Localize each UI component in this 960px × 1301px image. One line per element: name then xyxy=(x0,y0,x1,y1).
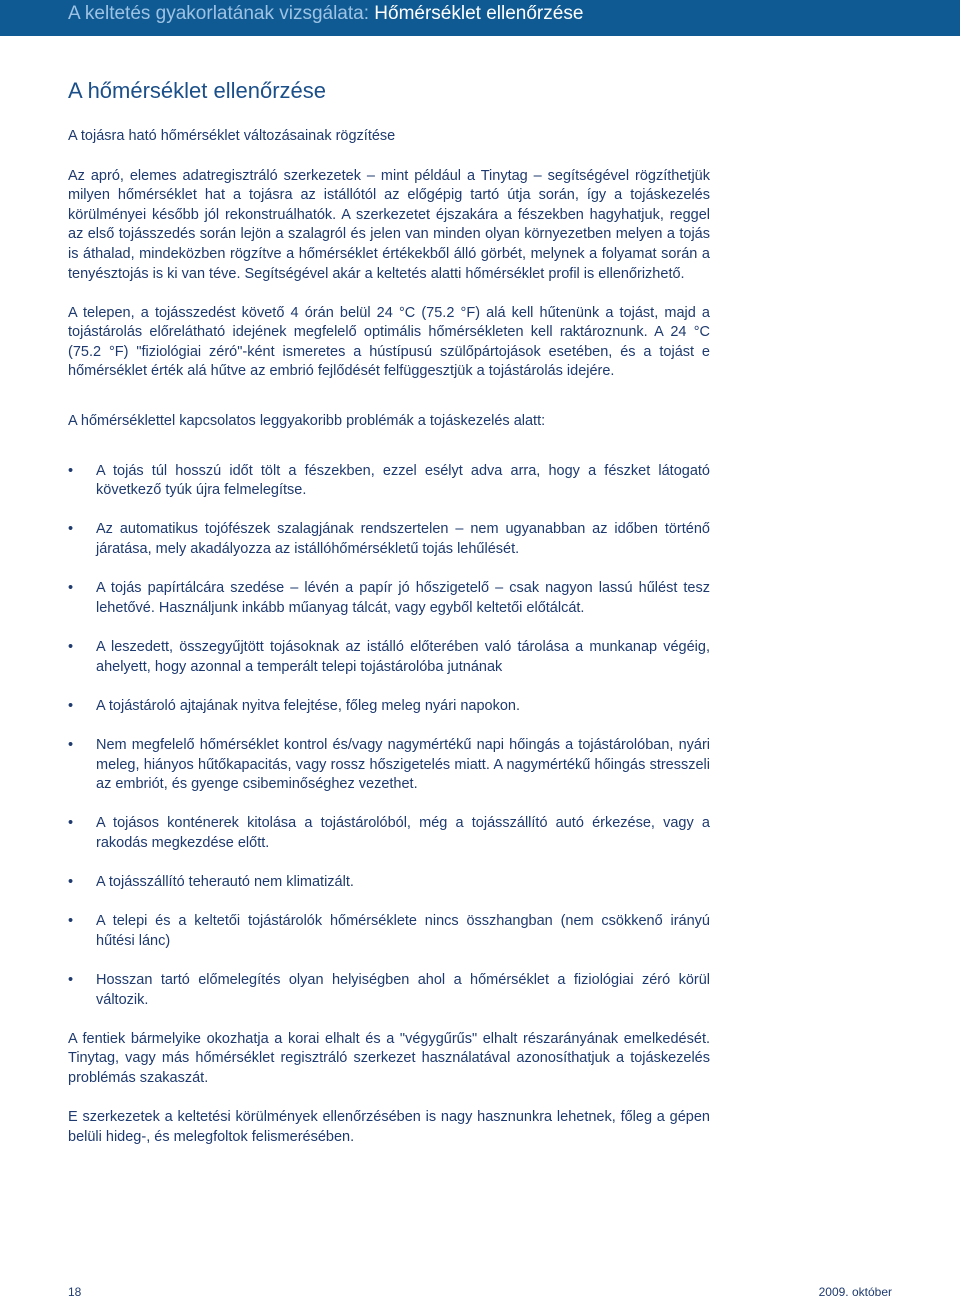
paragraph-cooling: A telepen, a tojásszedést követő 4 órán belül 24 °C (75.2 °F) alá kell hűtenünk a tojást, majd a tojástárolás előrelátható idejének megfelelő optimális hőmérsékleten kell raktároznunk. A 24 °C (75.2 °F) "fiziológiai zéró"-ként ismeretes a hústípusú szülőpártojások esetében, és a tojást e hőmérséklet érték alá hűtve az embrió fejlődését felfüggesztjük a tojástárolás idejére. xyxy=(68,304,710,380)
bullet-icon: • xyxy=(68,874,74,891)
bullet-icon: • xyxy=(68,462,74,479)
page-number: 18 xyxy=(68,1285,82,1299)
list-item xyxy=(68,873,710,893)
bullet-icon: • xyxy=(68,580,74,597)
main-content xyxy=(68,127,710,1147)
header-section: A keltetés gyakorlatának vizsgálata: xyxy=(68,3,370,24)
list-item-text: Az automatikus tojófészek szalagjának rendszertelen – nem ugyanabban az időben történő járatása, mely akadályozza az istállóhőmérsékletű tojás lehűlését. xyxy=(96,521,710,557)
bullet-icon: • xyxy=(68,913,74,930)
problem-list xyxy=(68,462,710,1011)
list-item-text: A tojás papírtálcára szedése – lévén a papír jó hőszigetelő – csak nagyon lassú hűlést tesz lehetővé. Használjunk inkább műanyag tálcát, vagy egyből keltetői előtálcát. xyxy=(96,580,710,616)
bullet-icon: • xyxy=(68,815,74,832)
list-item-text: A telepi és a keltetői tojástárolók hőmérséklete nincs összhangban (nem csökkenő irányú hűtési lánc) xyxy=(96,913,710,949)
list-item xyxy=(68,520,710,559)
paragraph-consequence: A fentiek bármelyike okozhatja a korai elhalt és a "végygűrűs" elhalt részarányának emelkedését. Tinytag, vagy más hőmérséklet regisztráló szerkezet használatával azonosíthatjuk a tojáskezelés problémás szakaszát. xyxy=(68,1030,710,1087)
bullet-icon: • xyxy=(68,521,74,538)
list-item-text: Hosszan tartó előmelegítés olyan helyiségben ahol a hőmérséklet a fiziológiai zéró körül változik. xyxy=(96,972,710,1008)
list-item-text: A tojástároló ajtajának nyitva felejtése, főleg meleg nyári napokon. xyxy=(96,697,520,714)
list-item xyxy=(68,814,710,853)
paragraph-problems-intro: A hőmérséklettel kapcsolatos leggyakoribb problémák a tojáskezelés alatt: xyxy=(68,413,546,430)
list-item xyxy=(68,579,710,618)
list-item xyxy=(68,736,710,795)
paragraph-intro: Az apró, elemes adatregisztráló szerkezetek – mint például a Tinytag – segítségével rögzíthetjük milyen hőmérséklet hat a tojásra az istállótól az előgépig tartó útja során, így a tojáskezelés körülményei később jól rekonstruálhatók. A szerkezetet éjszakára a fészekben hagyhatjuk, reggel az első tojásszedés során lejön a szalagról és jelen van minden olyan környezetben melyen a tojás is áthalad, mindeközben rögzítve a hőmérséklet értékekből álló görbét, melynek a folyamat során a tenyésztojás is ki van téve. Segítségével akár a keltetés alatti hőmérséklet profil is ellenőrizhető. xyxy=(68,167,710,282)
bullet-icon: • xyxy=(68,736,74,753)
page-title: A hőmérséklet ellenőrzése xyxy=(68,78,327,103)
header-bar xyxy=(0,0,960,36)
list-item-text: Nem megfelelő hőmérséklet kontrol és/vagy nagymértékű napi hőingás a tojástárolóban, nyári meleg, hiányos hűtőkapacitás, vagy rossz hőszigetelés miatt. A nagymértékű hőingás stresszeli az embriót, és gyenge csibeminőséghez vezethet. xyxy=(96,736,710,793)
list-item xyxy=(68,697,710,717)
bullet-icon: • xyxy=(68,972,74,989)
list-item-text: A tojás túl hosszú időt tölt a fészekben, ezzel esélyt adva arra, hogy a fészket látogató következő tyúk újra felmelegítse. xyxy=(96,462,710,499)
header-topic: Hőmérséklet ellenőrzése xyxy=(374,3,584,24)
footer-date: 2009. október xyxy=(818,1285,892,1299)
list-item xyxy=(68,638,710,677)
paragraph-conclusion: E szerkezetek a keltetési körülmények ellenőrzésében is nagy hasznunkra lehetnek, főleg a gépen belüli hideg-, és melegfoltok felismerésében. xyxy=(68,1109,710,1145)
bullet-icon: • xyxy=(68,638,74,655)
section-subtitle: A tojásra ható hőmérséklet változásainak rögzítése xyxy=(68,128,396,144)
bullet-icon: • xyxy=(68,697,74,714)
list-item xyxy=(68,462,710,501)
list-item xyxy=(68,971,710,1010)
list-item xyxy=(68,912,710,951)
running-header xyxy=(68,3,583,25)
list-item-text: A leszedett, összegyűjtött tojásoknak az istálló előterében való tárolása a munkanap végéig, ahelyett, hogy azonnal a temperált telepi tojástárolóba jutnának xyxy=(96,638,710,675)
list-item-text: A tojásos konténerek kitolása a tojástárolóból, még a tojásszállító autó érkezése, vagy a rakodás megkezdése előtt. xyxy=(96,815,710,851)
list-item-text: A tojásszállító teherautó nem klimatizált. xyxy=(96,874,354,891)
